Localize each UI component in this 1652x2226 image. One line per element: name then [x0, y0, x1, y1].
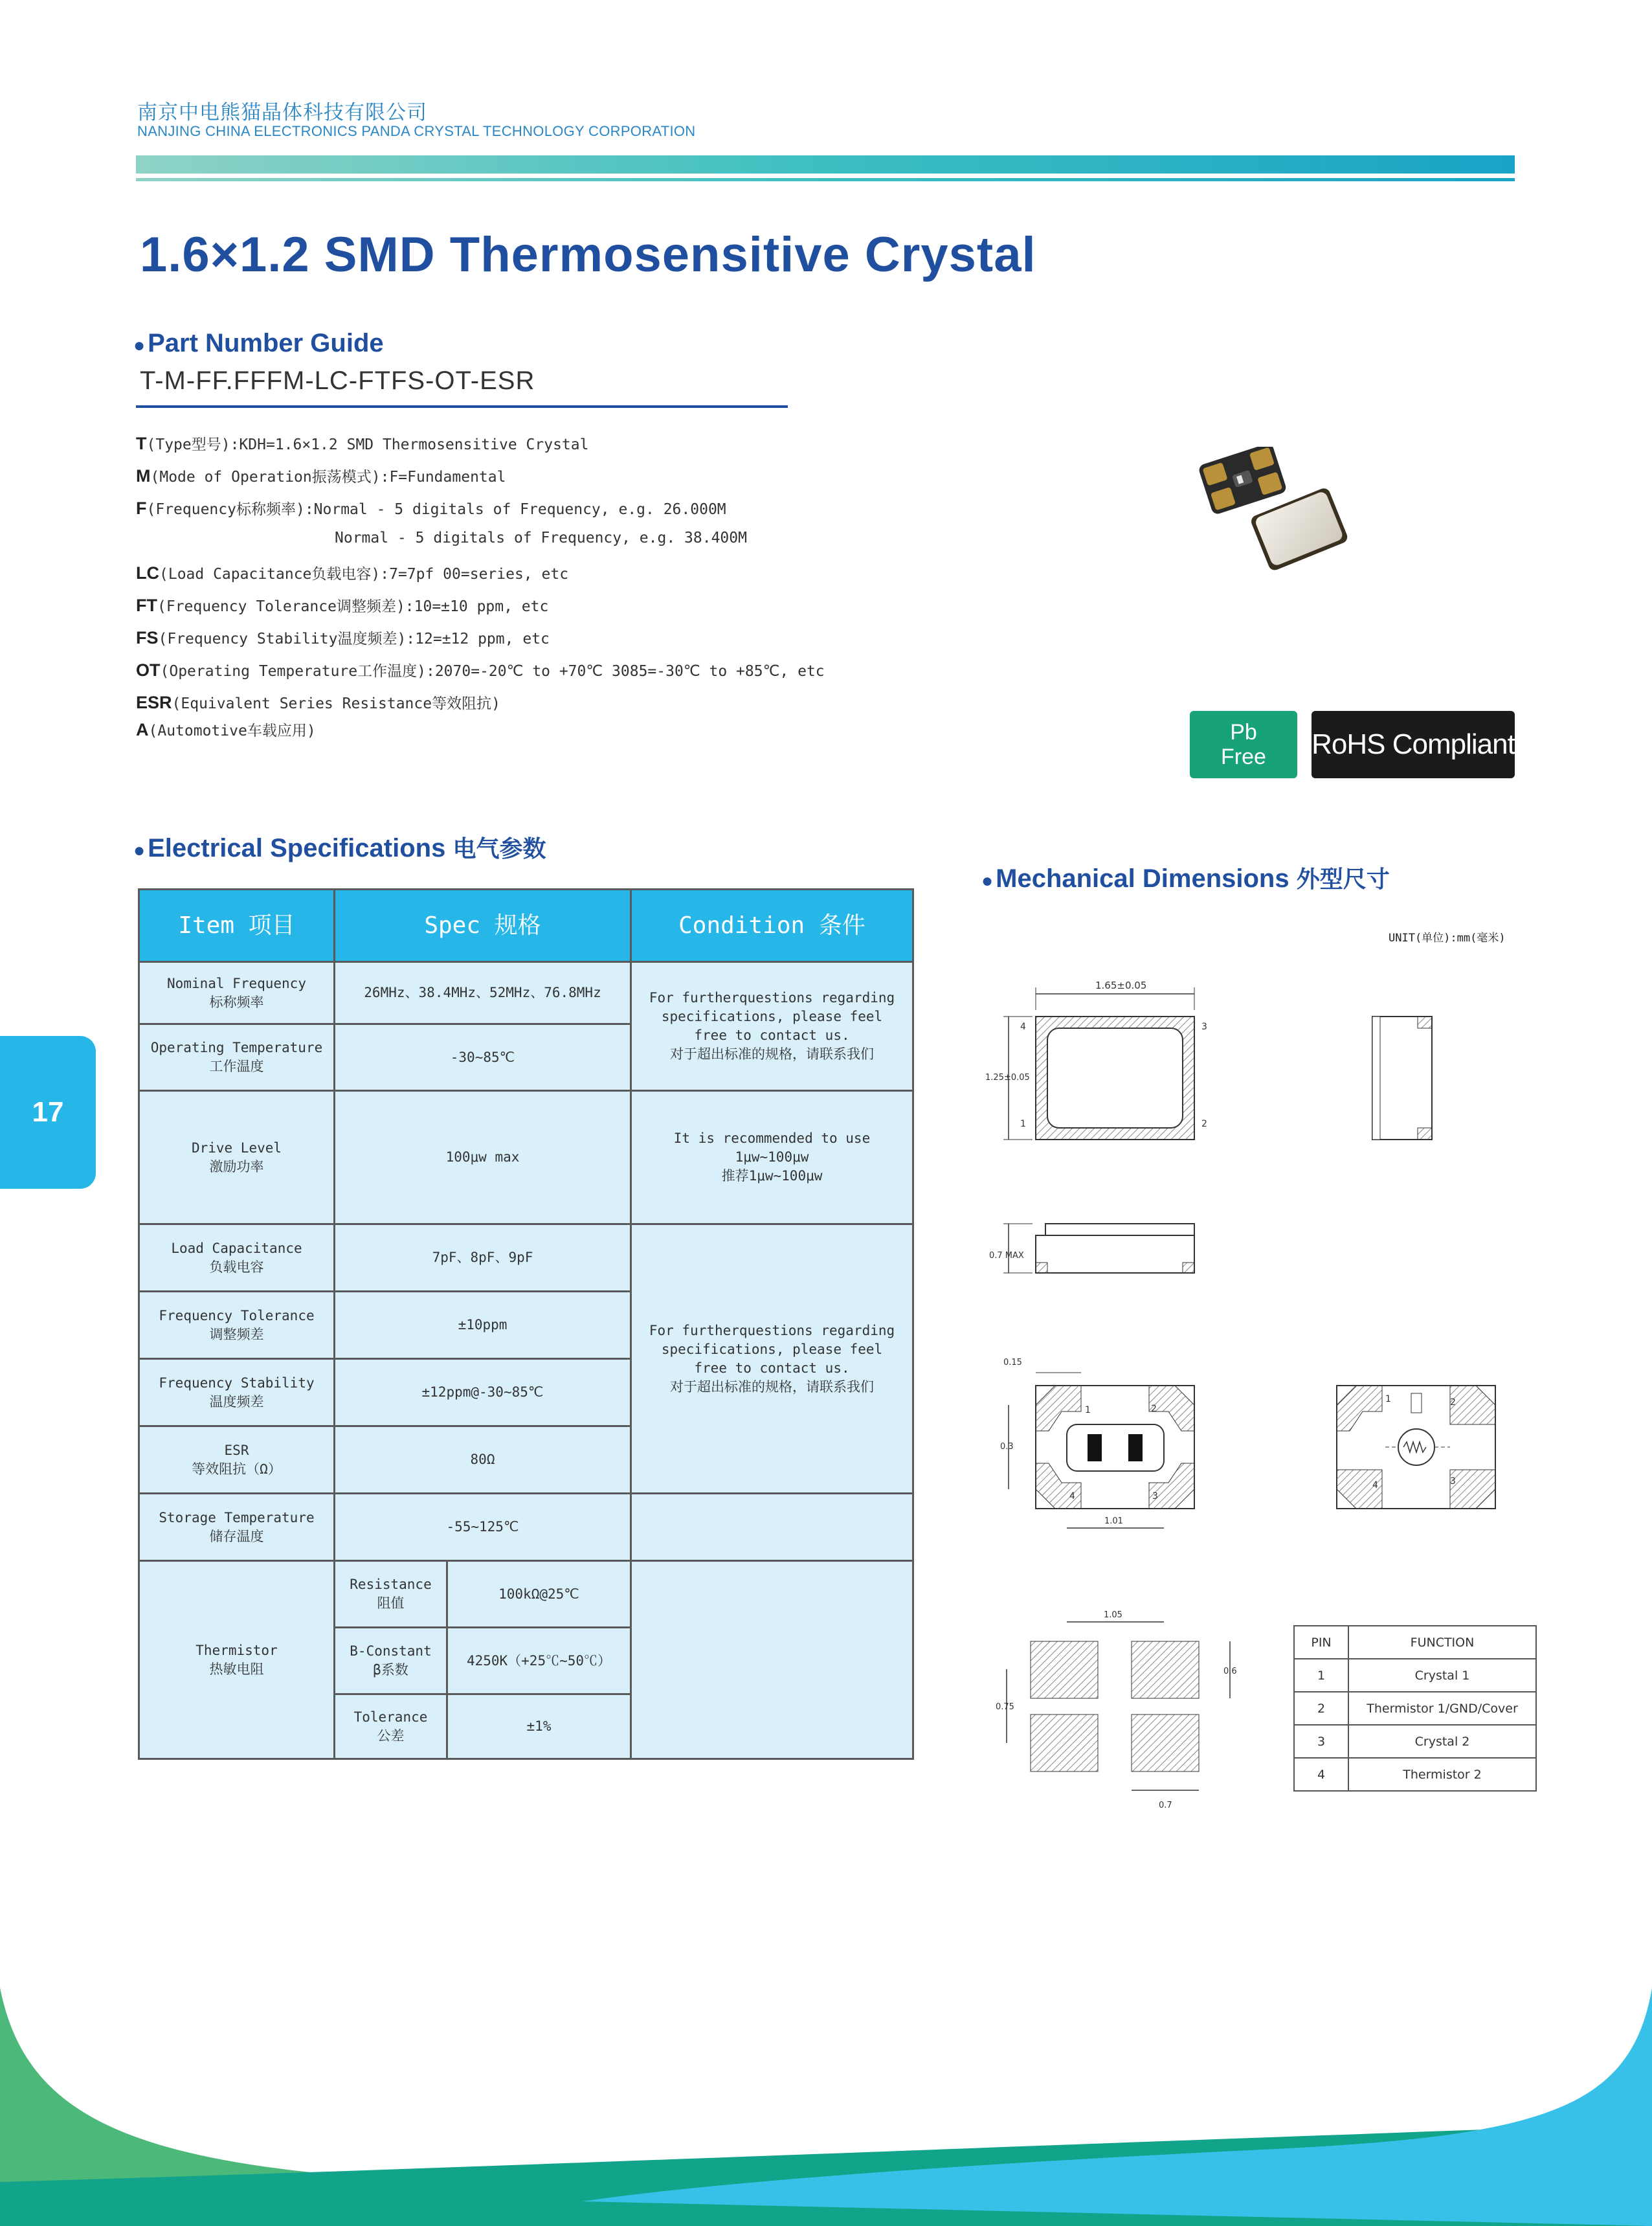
pin-label-4: 4 [1069, 1491, 1075, 1501]
item-cell: Frequency Stability 温度频差 [139, 1359, 335, 1426]
table-row [139, 1561, 913, 1628]
pin-label-3: 3 [1152, 1491, 1158, 1501]
pn-line-mode: M(Mode of Operation振荡模式):F=Fundamental [136, 466, 506, 486]
pn-line-type: T(Type型号):KDH=1.6×1.2 SMD Thermosensitive Crystal [136, 434, 589, 453]
item-cell: Load Capacitance 负载电容 [139, 1224, 335, 1292]
condition-cell: It is recommended to use 1μw~100μw 推荐1μw~100μw [631, 1091, 913, 1224]
thermistor-view-drawing [1337, 1386, 1495, 1509]
pin-label-1: 1 [1085, 1405, 1091, 1415]
part-number-underline [136, 405, 788, 408]
spec-cell: 7pF、8pF、9pF [335, 1224, 631, 1292]
pn-line-load-cap: LC(Load Capacitance负载电容):7=7pf 00=series, etc [136, 563, 569, 583]
table-row: 4 Thermistor 2 [1294, 1758, 1536, 1791]
spec-cell: ±12ppm@-30~85℃ [335, 1359, 631, 1426]
pn-line-frequency: F(Frequency标称频率):Normal - 5 digitals of Frequency, e.g. 26.000M [136, 499, 726, 518]
mechanical-heading: ● Mechanical Dimensions 外型尺寸 [981, 864, 1390, 893]
product-photo [1185, 447, 1359, 602]
condition-cell [631, 1561, 913, 1759]
electrical-heading: ● Electrical Specifications 电气参数 [133, 834, 546, 862]
item-cell: ESR 等效阻抗（Ω） [139, 1426, 335, 1494]
table-row: 3 Crystal 2 [1294, 1725, 1536, 1758]
dim-03: 0.3 [1000, 1442, 1014, 1452]
col-header-condition: Condition 条件 [631, 890, 913, 962]
dim-width: 1.25±0.05 [985, 1073, 1030, 1083]
col-header-pin: PIN [1294, 1626, 1348, 1659]
unit-label: UNIT(单位):mm(毫米) [1389, 932, 1506, 945]
spec-cell: 100μw max [335, 1091, 631, 1224]
top-view-drawing [985, 980, 1207, 1140]
pn-line-freq-stability: FS(Frequency Stability温度频差):12=±12 ppm, etc [136, 628, 550, 647]
sub-item-cell: Resistance 阻值 [335, 1561, 447, 1628]
col-header-function: FUNCTION [1348, 1626, 1536, 1659]
pin-label-3: 3 [1450, 1476, 1456, 1487]
table-header-row [139, 890, 913, 962]
spec-cell: ±1% [447, 1694, 631, 1759]
pin-label-2: 2 [1201, 1119, 1207, 1129]
spec-cell: 80Ω [335, 1426, 631, 1494]
dim-101: 1.01 [1104, 1516, 1123, 1526]
spec-cell: -30~85℃ [335, 1024, 631, 1091]
pn-line-esr: ESR(Equivalent Series Resistance等效阻抗) [136, 693, 500, 712]
pin-label-3: 3 [1201, 1022, 1207, 1032]
item-cell: Storage Temperature 储存温度 [139, 1494, 335, 1561]
pb-free-badge: Pb Free [1190, 711, 1297, 778]
condition-cell: For furtherquestions regarding specifications, please feel free to contact us. 对于超出标准的规格，请联系我们 [631, 962, 913, 1091]
part-number-code: T-M-FF.FFFM-LC-FTFS-OT-ESR [140, 366, 535, 395]
table-row [139, 1494, 913, 1561]
pin-label-2: 2 [1450, 1397, 1456, 1408]
dim-06: 0.6 [1223, 1667, 1237, 1676]
side-view-drawing [1372, 1017, 1432, 1140]
col-header-item: Item 项目 [139, 890, 335, 962]
table-row: 2 Thermistor 1/GND/Cover [1294, 1692, 1536, 1725]
pin-label-1: 1 [1385, 1394, 1391, 1404]
pin-label-4: 4 [1372, 1480, 1378, 1490]
spec-cell: ±10ppm [335, 1292, 631, 1359]
company-name-cn: 南京中电熊猫晶体科技有限公司 [137, 101, 427, 124]
sub-item-cell: B-Constant β系数 [335, 1628, 447, 1694]
dim-height: 0.7 MAX [989, 1251, 1024, 1261]
col-header-spec: Spec 规格 [335, 890, 631, 962]
page-title: 1.6×1.2 SMD Thermosensitive Crystal [140, 227, 1036, 282]
table-row [139, 1224, 913, 1292]
dim-075: 0.75 [996, 1702, 1014, 1712]
item-cell: Frequency Tolerance 调整频差 [139, 1292, 335, 1359]
condition-cell [631, 1494, 913, 1561]
pn-line-automotive: A(Automotive车载应用) [136, 720, 316, 739]
bullet-icon: ● [981, 870, 994, 892]
spec-cell: -55~125℃ [335, 1494, 631, 1561]
pn-line-freq-tolerance: FT(Frequency Tolerance调整频差):10=±10 ppm, etc [136, 596, 549, 615]
header-bar [136, 155, 1515, 174]
spec-cell: 26MHz、38.4MHz、52MHz、76.8MHz [335, 962, 631, 1024]
dim-length: 1.65±0.05 [1095, 980, 1147, 991]
sub-item-cell: Tolerance 公差 [335, 1694, 447, 1759]
pin-label-4: 4 [1020, 1022, 1026, 1032]
table-row [139, 1091, 913, 1224]
footer-wave [0, 1988, 1652, 2226]
pn-line-frequency-2: Normal - 5 digitals of Frequency, e.g. 38.400M [335, 530, 747, 546]
dim-105: 1.05 [1104, 1610, 1122, 1620]
table-header-row [1294, 1626, 1536, 1659]
item-cell: Thermistor 热敏电阻 [139, 1561, 335, 1759]
spec-cell: 100kΩ@25℃ [447, 1561, 631, 1628]
part-number-heading: ● Part Number Guide [133, 329, 384, 357]
rohs-badge: RoHS Compliant [1312, 711, 1515, 778]
front-view-drawing [989, 1224, 1194, 1273]
header-line [136, 178, 1515, 181]
item-cell: Nominal Frequency 标称频率 [139, 962, 335, 1024]
bullet-icon: ● [133, 840, 146, 861]
bottom-view-drawing [1000, 1358, 1194, 1528]
land-pattern-drawing [996, 1610, 1237, 1810]
spec-cell: 4250K（+25℃~50℃） [447, 1628, 631, 1694]
item-cell: Drive Level 激励功率 [139, 1091, 335, 1224]
item-cell: Operating Temperature 工作温度 [139, 1024, 335, 1091]
dim-07: 0.7 [1159, 1801, 1172, 1810]
pn-line-op-temp: OT(Operating Temperature工作温度):2070=-20℃ to +70℃ 3085=-30℃ to +85℃, etc [136, 660, 825, 680]
pin-label-2: 2 [1151, 1404, 1157, 1414]
table-row: 1 Crystal 1 [1294, 1659, 1536, 1692]
dim-015: 0.15 [1003, 1358, 1022, 1367]
page-number-tab: 17 [0, 1036, 96, 1189]
electrical-spec-table [138, 888, 914, 1760]
company-name-en: NANJING CHINA ELECTRONICS PANDA CRYSTAL TECHNOLOGY CORPORATION [137, 123, 696, 139]
table-row [139, 962, 913, 1024]
condition-cell: For furtherquestions regarding specifications, please feel free to contact us. 对于超出标准的规格，请联系我们 [631, 1224, 913, 1494]
pin-label-1: 1 [1020, 1119, 1026, 1129]
pin-function-table [1293, 1625, 1537, 1792]
bullet-icon: ● [133, 335, 146, 356]
